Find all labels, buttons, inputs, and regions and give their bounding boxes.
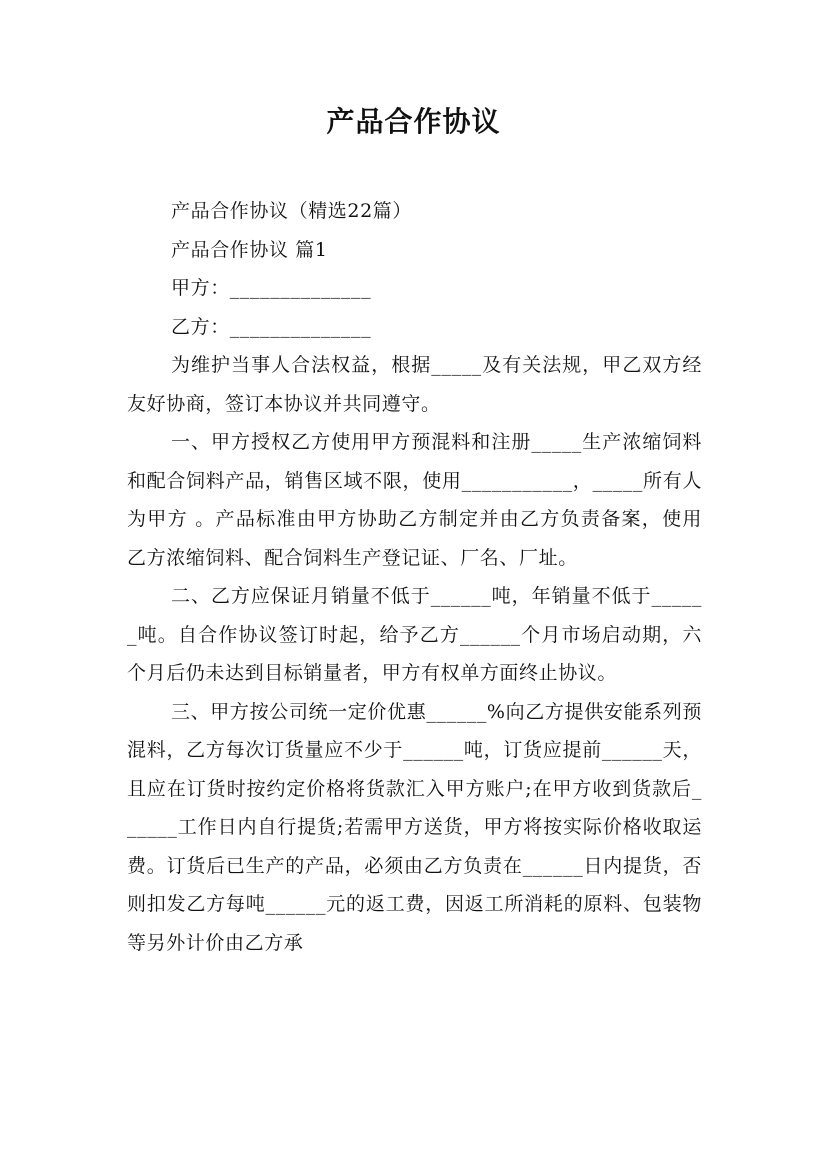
- section-heading: 产品合作协议 篇1: [171, 238, 328, 261]
- preamble-paragraph: 为维护当事人合法权益，根据_____及有关法规，甲乙双方经友好协商，签订本协议并共同遵守。: [127, 354, 702, 415]
- clause-3-paragraph: 三、甲方按公司统一定价优惠______%向乙方提供安能系列预混料，乙方每次订货量应不少于______吨，订货应提前______天，且应在订货时按约定价格将货款汇入甲方账户;在甲方收到货款后______工作日内自行提货;若需甲方送货，甲方将按实际价格收取运费。订货后已生产的产品，必须由乙方负责在______日内提货，否则扣发乙方每吨______元的返工费，因返工所消耗的原料、包装物等另外计价由乙方承: [127, 700, 702, 954]
- subtitle-paragraph: 产品合作协议（精选22篇）: [171, 200, 412, 222]
- document-body: [127, 192, 702, 962]
- party-b-line: 乙方：______________: [171, 315, 372, 338]
- clause-1-paragraph: 一、甲方授权乙方使用甲方预混料和注册_____生产浓缩饲料和配合饲料产品，销售区域不限，使用___________，_____所有人为甲方 。产品标准由甲方协助乙方制定并由乙方负责备案，使用乙方浓缩饲料、配合饲料生产登记证、厂名、厂址。: [127, 431, 702, 569]
- document-title: 产品合作协议: [326, 105, 501, 138]
- clause-2-paragraph: 二、乙方应保证月销量不低于______吨，年销量不低于______吨。自合作协议签订时起，给予乙方______个月市场启动期，六个月后仍未达到目标销量者，甲方有权单方面终止协议。: [127, 585, 702, 684]
- party-a-line: 甲方：______________: [171, 277, 372, 299]
